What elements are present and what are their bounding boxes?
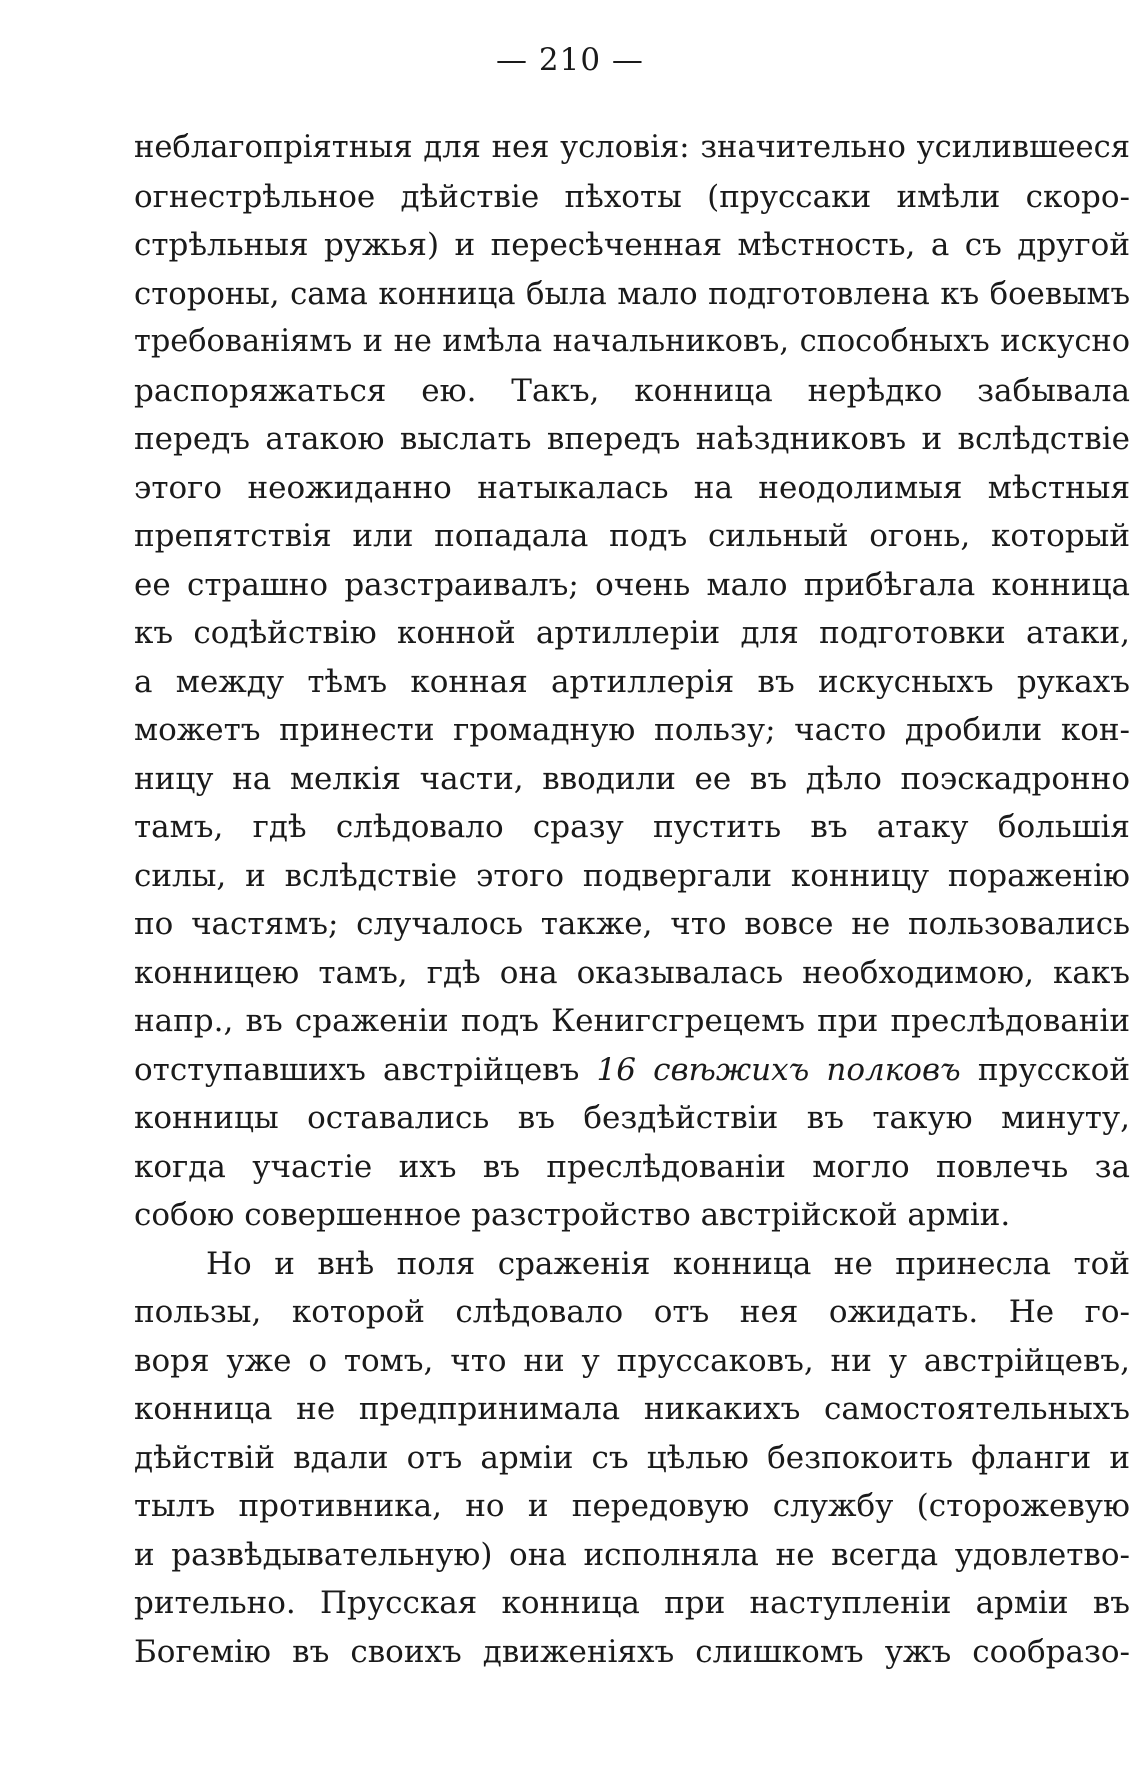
text-line: къ содѣйствію конной артиллеріи для подготовки атаки, [134,615,1130,651]
text-line: огнестрѣльное дѣйствіе пѣхоты (пруссаки имѣли скоро- [134,178,1130,215]
body-text [134,124,1130,1676]
text-line: по частямъ; случалось также, что вовсе не пользовались [134,906,1130,942]
text-line: ницу на мелкія части, вводили ее въ дѣло поэскадронно [134,760,1130,797]
text-line: передъ атакою выслать впередъ наѣздниковъ и вслѣдствіе [134,421,1130,457]
text-line: пользы, которой слѣдовало отъ нея ожидать. Не го- [134,1294,1130,1330]
text-line-with-italic [134,1046,1130,1095]
text-line: тылъ противника, но и передовую службу (сторожевую [134,1488,1130,1524]
text-line: когда участіе ихъ въ преслѣдованіи могло повлечь за [134,1148,1130,1185]
text-line: собою совершенное разстройство австрійской арміи. [134,1197,1011,1233]
text-line: препятствія или попадала подъ сильный огонь, который [134,518,1130,554]
text-line: Богемію въ своихъ движеніяхъ слишкомъ ужъ сообразо- [134,1633,1130,1670]
paragraph-first-line: Но и внѣ поля сраженія конница не принесла той [206,1245,1130,1282]
text-line: конница не предпринимала никакихъ самостоятельныхъ [134,1391,1130,1427]
text-segment: отступавшихъ австрійцевъ [134,1051,597,1088]
text-line: распоряжаться ею. Такъ, конница нерѣдко забывала [134,372,1130,409]
text-line: а между тѣмъ конная артиллерія въ искусныхъ рукахъ [134,663,1130,700]
text-line: напр., въ сраженіи подъ Кенигсгрецемъ при преслѣдованіи [134,1003,1130,1039]
text-line: тамъ, гдѣ слѣдовало сразу пустить въ атаку большія [134,809,1130,845]
text-line: стороны, сама конница была мало подготовлена къ боевымъ [134,275,1130,312]
text-line: конницы оставались въ бездѣйствіи въ такую минуту, [134,1100,1130,1136]
text-line: дѣйствій вдали отъ арміи съ цѣлью безпокоить фланги и [134,1439,1130,1476]
text-line: конницею тамъ, гдѣ она оказывалась необходимою, какъ [134,954,1130,991]
text-line: рительно. Прусская конница при наступленіи арміи въ [134,1585,1130,1621]
text-line: воря уже о томъ, что ни у пруссаковъ, ни у австрійцевъ, [134,1342,1130,1379]
text-line: силы, и вслѣдствіе этого подвергали конницу пораженію [134,857,1130,894]
text-line: ее страшно разстраивалъ; очень мало прибѣгала конница [134,566,1130,603]
page-number: — 210 — [496,42,644,78]
italic-emphasis: 16 свѣжихъ полковъ [596,1051,961,1088]
text-line: стрѣльныя ружья) и пересѣченная мѣстность, а съ другой [134,227,1130,263]
text-line: этого неожиданно натыкалась на неодолимыя мѣстныя [134,469,1130,506]
text-line: можетъ принести громадную пользу; часто дробили кон- [134,712,1130,748]
text-segment: прусской [960,1051,1130,1088]
text-line: и развѣдывательную) она исполняла не всегда удовлетво- [134,1536,1130,1573]
text-line: требованіямъ и не имѣла начальниковъ, способныхъ искусно [134,324,1130,359]
text-line: неблагопріятныя для нея условія: значительно усилившееся [134,130,1130,165]
